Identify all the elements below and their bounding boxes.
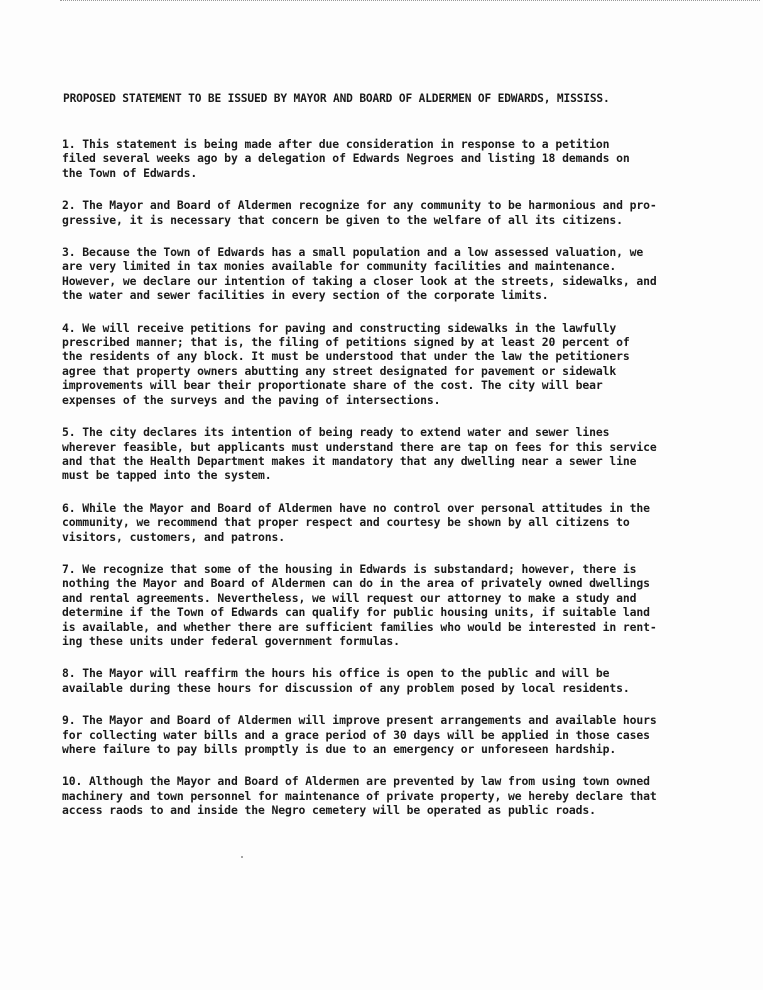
item-line: However, we declare our intention of taking a closer look at the streets, sidewalks, and: [62, 273, 657, 288]
item-line: must be tapped into the system.: [62, 468, 272, 483]
item-line: for collecting water bills and a grace period of 30 days will be applied in those cases: [62, 727, 650, 742]
document-title: PROPOSED STATEMENT TO BE ISSUED BY MAYOR AND BOARD OF ALDERMEN OF EDWARDS, MISSISS.: [63, 92, 610, 105]
item-line: wherever feasible, but applicants must understand there are tap on fees for this service: [62, 439, 657, 454]
item-line: 1. This statement is being made after due consideration in response to a petition: [62, 137, 610, 151]
statement-item-4: [62, 321, 727, 407]
statement-item-7: [62, 562, 727, 648]
item-line: and rental agreements. Nevertheless, we will request our attorney to make a study and: [62, 590, 637, 605]
item-line: 4. We will receive petitions for paving and constructing sidewalks in the lawfully: [62, 320, 617, 335]
statement-items: [62, 137, 727, 836]
statement-item-5: [62, 425, 727, 483]
item-line: expenses of the surveys and the paving of intersections.: [62, 392, 441, 407]
item-line: filed several weeks ago by a delegation of Edwards Negroes and listing 18 demands on: [62, 151, 630, 166]
item-line: 7. We recognize that some of the housing in Edwards is substandard; however, there is: [62, 561, 637, 576]
item-line: visitors, customers, and patrons.: [62, 529, 286, 544]
item-line: is available, and whether there are sufficient families who would be interested in rent-: [62, 619, 657, 634]
statement-item-8: [62, 666, 727, 695]
page-top-edge: [60, 0, 760, 4]
statement-item-3: [62, 245, 727, 303]
item-line: 5. The city declares its intention of being ready to extend water and sewer lines: [62, 425, 610, 440]
statement-item-10: [62, 774, 727, 817]
item-line: machinery and town personnel for maintenance of private property, we hereby declare that: [62, 788, 657, 803]
item-line: improvements will bear their proportionate share of the cost. The city will bear: [62, 378, 603, 393]
statement-item-9: [62, 713, 727, 756]
item-line: determine if the Town of Edwards can qualify for public housing units, if suitable land: [62, 605, 650, 620]
item-line: ing these units under federal government formulas.: [62, 633, 400, 648]
item-line: prescribed manner; that is, the filing of petitions signed by at least 20 percent of: [62, 335, 630, 350]
item-line: 10. Although the Mayor and Board of Aldermen are prevented by law from using town owned: [62, 774, 650, 789]
item-line: access raods to and inside the Negro cemetery will be operated as public roads.: [62, 803, 596, 818]
item-line: 9. The Mayor and Board of Aldermen will improve present arrangements and available hours: [62, 713, 657, 728]
item-line: gressive, it is necessary that concern be given to the welfare of all its citizens.: [62, 212, 623, 227]
item-line: nothing the Mayor and Board of Aldermen can do in the area of privately owned dwellings: [62, 576, 650, 591]
item-line: the residents of any block. It must be understood that under the law the petitioners: [62, 349, 630, 364]
item-line: 8. The Mayor will reaffirm the hours his office is open to the public and will be: [62, 666, 610, 681]
statement-item-1: [62, 137, 727, 180]
scan-speck: [241, 856, 243, 858]
item-line: the Town of Edwards.: [62, 165, 198, 180]
item-line: 6. While the Mayor and Board of Aldermen have no control over personal attitudes in the: [62, 500, 650, 515]
item-line: the water and sewer facilities in every section of the corporate limits.: [62, 288, 549, 303]
item-line: where failure to pay bills promptly is due to an emergency or unforeseen hardship.: [62, 742, 617, 756]
item-line: are very limited in tax monies available for community facilities and maintenance.: [62, 259, 617, 274]
item-line: 2. The Mayor and Board of Aldermen recognize for any community to be harmonious and pro-: [62, 198, 657, 213]
statement-item-6: [62, 501, 727, 544]
item-line: agree that property owners abutting any street designated for pavement or sidewalk: [62, 363, 617, 378]
item-line: and that the Health Department makes it mandatory that any dwelling near a sewer line: [62, 453, 637, 468]
item-line: community, we recommend that proper respect and courtesy be shown by all citizens to: [62, 515, 630, 530]
item-line: 3. Because the Town of Edwards has a small population and a low assessed valuation, we: [62, 245, 644, 260]
statement-item-2: [62, 198, 727, 227]
item-line: available during these hours for discussion of any problem posed by local residents.: [62, 680, 630, 695]
